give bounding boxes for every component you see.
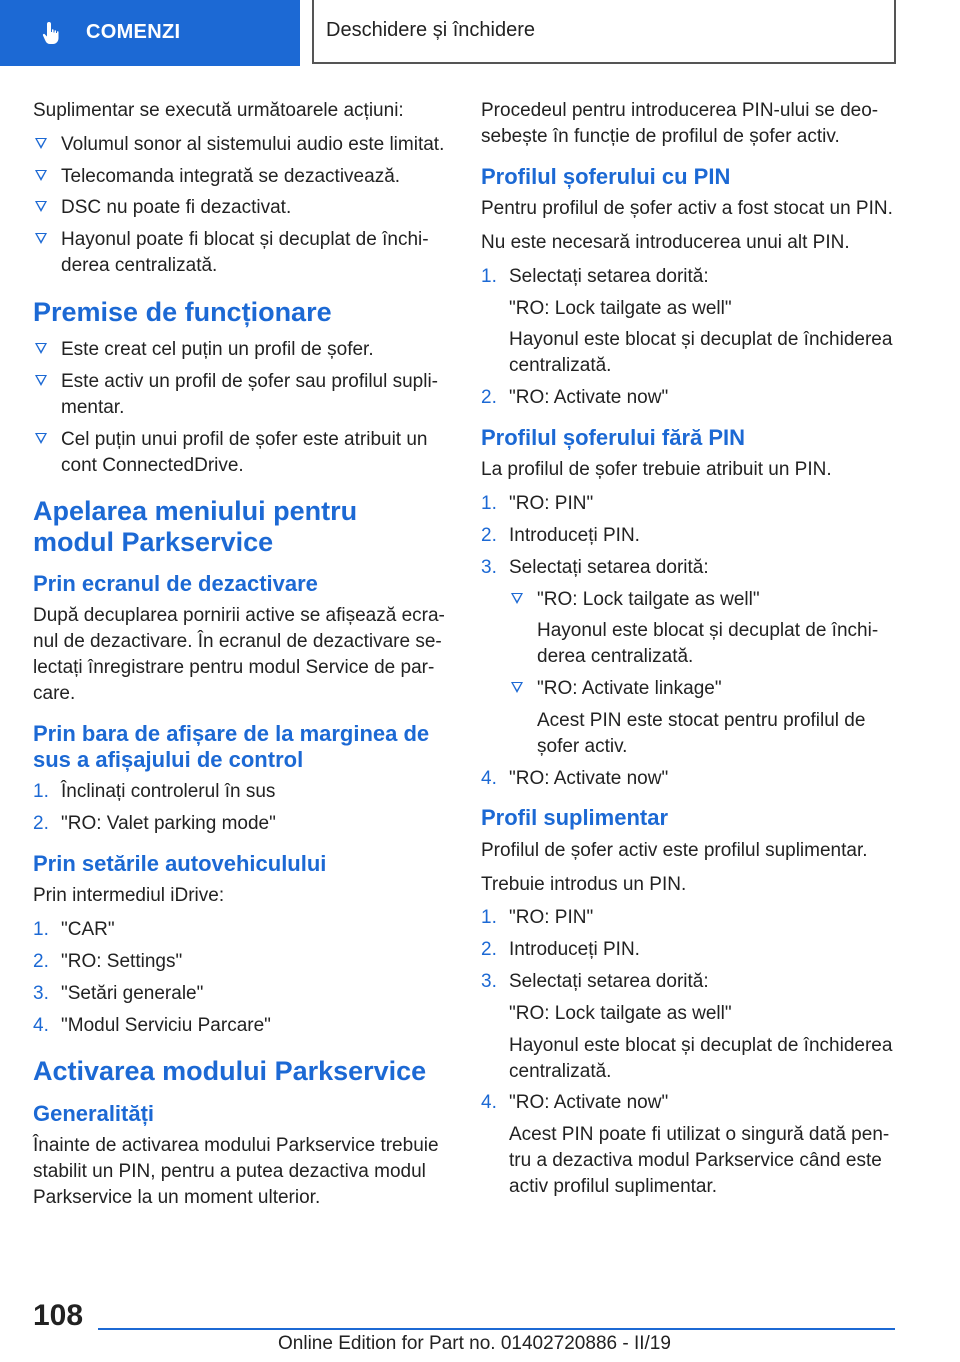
extra-text: Trebuie introdus un PIN. (481, 873, 687, 895)
page-number: 108 (33, 1299, 84, 1332)
pointing-hand-icon (40, 20, 66, 46)
general-text: Înainte de activarea modului Parkservice trebuie stabilit un PIN, pentru a putea dezactiva modul Parkservice la un moment ulterior. (33, 1135, 439, 1208)
list-item: 2. "RO: Activate now" (481, 387, 669, 409)
triangle-bullet-icon (35, 170, 47, 181)
premise-bullet-list (33, 337, 445, 478)
triangle-bullet-icon (35, 138, 47, 149)
extra-text: Profilul de șofer activ este profilul suplimentar. (481, 839, 868, 861)
footer-divider (98, 1328, 895, 1330)
no-pin-heading: Profilul șoferului fără PIN (481, 424, 746, 450)
list-item: 1. "CAR" (33, 919, 115, 941)
premise-heading: Premise de funcționare (33, 296, 332, 327)
intro-text: Suplimentar se execută următoarele acțiuni: (33, 100, 404, 121)
no-pin-option-list (509, 587, 897, 760)
list-item: Telecomanda integrată se dezactivează. (33, 164, 445, 190)
extra-step-list (481, 905, 897, 1199)
list-item: 4. "RO: Activate now" (481, 767, 669, 789)
extra-heading: Profil suplimentar (481, 805, 669, 831)
settings-heading: Prin setările autovehiculului (33, 850, 327, 876)
bar-step-list (33, 779, 445, 837)
triangle-bullet-icon (35, 201, 47, 212)
with-pin-heading: Profilul șoferului cu PIN (481, 163, 731, 189)
list-item: 3. Selectați setarea dorită: "RO: Lock tailgate as well" Hayonul este blocat și decuplat de închiderea centralizată. (481, 971, 893, 1082)
settings-intro: Prin intermediul iDrive: (33, 885, 225, 907)
right-column (481, 98, 897, 1206)
list-item: 4. "Modul Serviciu Parcare" (33, 1014, 271, 1036)
right-intro: Procedeul pentru introducerea PIN-ului se deo-sebește în funcție de profilul de șofer activ. (481, 100, 879, 147)
settings-step-list (33, 917, 445, 1038)
menu-heading: Apelarea meniului pentru modul Parkservice (33, 496, 358, 557)
list-item: Hayonul poate fi blocat și decuplat de închi-derea centralizată. (33, 227, 445, 279)
list-item: 2. "RO: Valet parking mode" (33, 813, 276, 835)
list-item: Cel puțin unui profil de șofer este atribuit un cont ConnectedDrive. (33, 427, 445, 479)
triangle-bullet-icon (511, 593, 523, 604)
list-item: 1. Selectați setarea dorită: "RO: Lock tailgate as well" Hayonul este blocat și decuplat de închiderea centralizată. (481, 265, 893, 377)
list-item: 2. Introduceți PIN. (481, 939, 640, 961)
triangle-bullet-icon (35, 375, 47, 386)
with-pin-step-list (481, 264, 897, 411)
activate-heading: Activarea modului Parkservice (33, 1056, 427, 1087)
list-item: 1. "RO: PIN" (481, 907, 594, 929)
list-item: Volumul sonor al sistemului audio este limitat. (33, 132, 445, 158)
list-item: 3. Selectați setarea dorită: "RO: Lock tailgate as well" Hayonul este blocat și decuplat de închi-derea centralizată. "RO: Activate linkage" Acest PIN este stocat pentru profilul de șofer activ. (481, 555, 897, 760)
list-item: Este activ un profil de șofer sau profilul supli-mentar. (33, 369, 445, 421)
edition-text: Online Edition for Part no. 01402720886 - II/19 (278, 1333, 671, 1354)
section-title: Deschidere și închidere (312, 0, 896, 64)
list-item: 2. "RO: Settings" (33, 951, 183, 972)
triangle-bullet-icon (35, 433, 47, 444)
screen-text: După decuplarea pornirii active se afișează ecra-nul de dezactivare. În ecranul de dezactivare se-lectați înregistrare pentru modul Service de par-care. (33, 605, 445, 704)
with-pin-text: Nu este necesară introducerea unui alt PIN. (481, 231, 850, 253)
list-item: 4. "RO: Activate now" Acest PIN poate fi utilizat o singură dată pen-tru a dezactiva modul Parkservice când este activ profilul suplimentar. (481, 1092, 890, 1197)
list-item: 1. "RO: PIN" (481, 493, 594, 515)
with-pin-text: Pentru profilul de șofer activ a fost stocat un PIN. (481, 198, 893, 220)
list-item: DSC nu poate fi dezactivat. (33, 195, 445, 221)
general-heading: Generalități (33, 1100, 155, 1126)
list-item: "RO: Activate linkage" Acest PIN este stocat pentru profilul de șofer activ. (509, 676, 897, 759)
screen-heading: Prin ecranul de dezactivare (33, 570, 318, 596)
list-item: 3. "Setări generale" (33, 982, 204, 1004)
no-pin-text: La profilul de șofer trebuie atribuit un PIN. (481, 459, 832, 481)
list-item: 1. Înclinați controlerul în sus (33, 781, 276, 803)
intro-bullet-list (33, 132, 445, 279)
list-item: Este creat cel puțin un profil de șofer. (33, 337, 445, 363)
triangle-bullet-icon (511, 682, 523, 693)
no-pin-step-list (481, 491, 897, 791)
triangle-bullet-icon (35, 343, 47, 354)
header-tab-comenzi[interactable] (0, 0, 300, 66)
left-column (33, 98, 445, 1219)
list-item: 2. Introduceți PIN. (481, 524, 640, 546)
triangle-bullet-icon (35, 233, 47, 244)
header-tab-label: COMENZI (86, 21, 181, 44)
bar-heading: Prin bara de afișare de la marginea de sus a afișajului de control (33, 720, 430, 772)
list-item: "RO: Lock tailgate as well" Hayonul este blocat și decuplat de închi-derea centralizată. (509, 587, 897, 670)
